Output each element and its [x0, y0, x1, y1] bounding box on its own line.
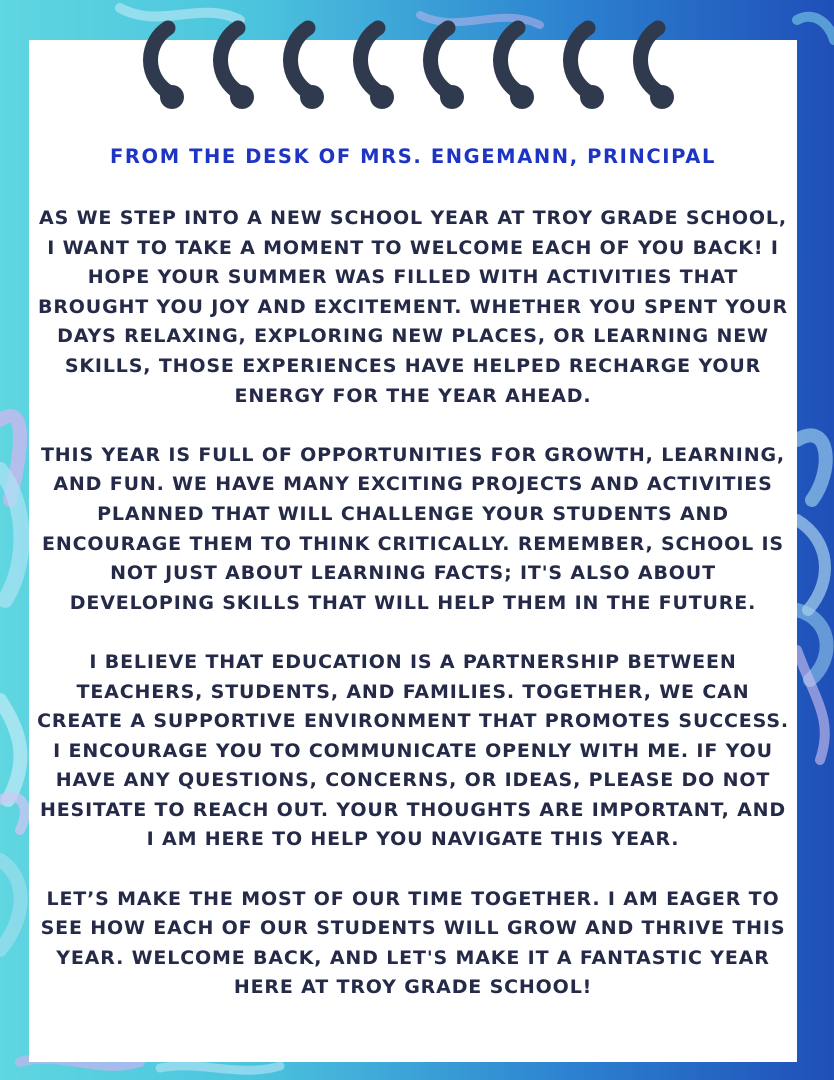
letter-paragraph-3: I BELIEVE THAT EDUCATION IS A PARTNERSHIP BETWEEN TEACHERS, STUDENTS, AND FAMILIES. TOGETHER, WE CAN CREATE A SUPPORTIVE ENVIRONMENT THAT PROMOTES SUCCESS. I ENCOURAGE YOU TO COMMUNICATE OPENLY WITH ME. IF YOU HAVE ANY QUESTIONS, CONCERNS, OR IDEAS, PLEASE DO NOT HESITATE TO REACH OUT. YOUR THOUGHTS ARE IMPORTANT, AND I AM HERE TO HELP YOU NAVIGATE THIS YEAR. — [37, 650, 789, 851]
letter-heading: FROM THE DESK OF MRS. ENGEMANN, PRINCIPAL — [109, 145, 716, 168]
binder-rings-icon — [0, 0, 834, 130]
letter-paragraph-1: AS WE STEP INTO A NEW SCHOOL YEAR AT TROY GRADE SCHOOL, I WANT TO TAKE A MOMENT TO WELCOME EACH OF YOU BACK! I HOPE YOUR SUMMER WAS FILLED WITH ACTIVITIES THAT BROUGHT YOU JOY AND EXCITEMENT. WHETHER YOU SPENT YOUR DAYS RELAXING, EXPLORING NEW PLACES, OR LEARNING NEW SKILLS, THOSE EXPERIENCES HAVE HELPED RECHARGE YOUR ENERGY FOR THE YEAR AHEAD. — [37, 207, 788, 407]
letter-paragraph-2: THIS YEAR IS FULL OF OPPORTUNITIES FOR GROWTH, LEARNING, AND FUN. WE HAVE MANY EXCITING PROJECTS AND ACTIVITIES PLANNED THAT WILL CHALLENGE YOUR STUDENTS AND ENCOURAGE THEM TO THINK CRITICALLY. REMEMBER, SCHOOL IS NOT JUST ABOUT LEARNING FACTS; IT'S ALSO ABOUT DEVELOPING SKILLS THAT WILL HELP THEM IN THE FUTURE. — [41, 443, 785, 614]
letter-body — [37, 204, 789, 1033]
letter-paragraph-4: LET’S MAKE THE MOST OF OUR TIME TOGETHER. I AM EAGER TO SEE HOW EACH OF OUR STUDENTS WILL GROW AND THRIVE THIS YEAR. WELCOME BACK, AND LET'S MAKE IT A FANTASTIC YEAR HERE AT TROY GRADE SCHOOL! — [40, 887, 786, 999]
